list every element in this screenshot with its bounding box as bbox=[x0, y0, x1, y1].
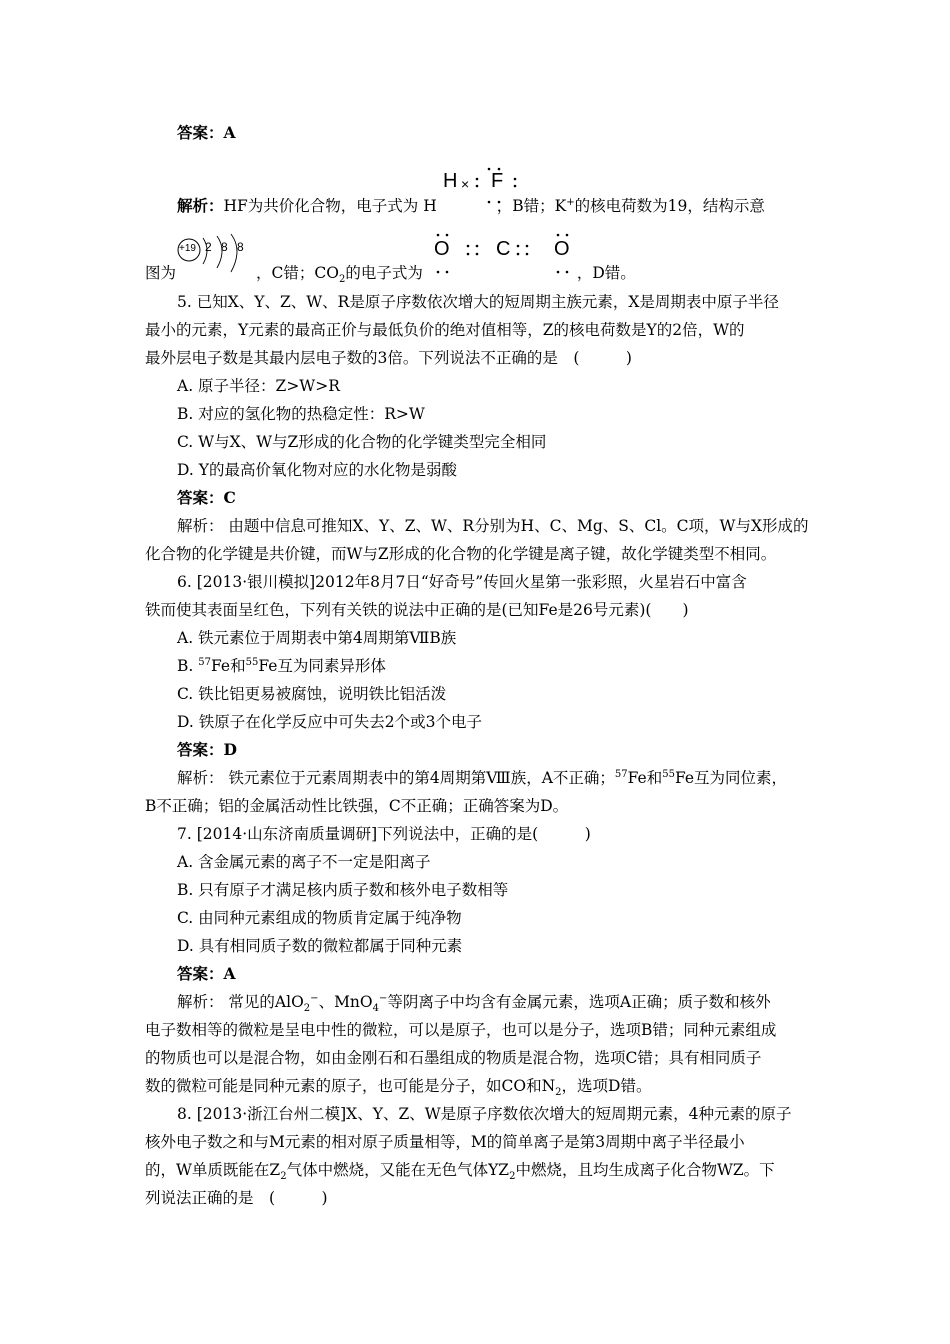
explanation-line bbox=[145, 1076, 805, 1099]
text: 等阴离子中均含有金属元素，选项A正确；质子数和核外 bbox=[387, 993, 771, 1011]
question-5-line: 最外层电子数是其最内层电子数的3倍。下列说法不正确的是 ( ) bbox=[145, 349, 632, 367]
superscript: + bbox=[566, 196, 575, 208]
superscript: − bbox=[379, 992, 388, 1004]
text: 气体中燃烧，又能在无色气体YZ bbox=[286, 1161, 510, 1179]
option-d: D. 具有相同质子数的微粒都属于同种元素 bbox=[177, 937, 463, 955]
explanation-line: 解析： 由题中信息可推知X、Y、Z、W、R分别为H、C、Mg、S、Cl。C项，W与X形成的 bbox=[177, 517, 809, 535]
co2-o-left: O bbox=[434, 238, 450, 260]
question-6-line: 6. [2013·银川模拟]2012年8月7日“好奇号”传回火星第一张彩照，火星岩石中富含 bbox=[177, 573, 747, 591]
question-5-line: 5. 已知X、Y、Z、W、R是原子序数依次增大的短周期主族元素，X是周期表中原子半径 bbox=[177, 293, 779, 311]
question-8-line: 核外电子数之和与M元素的相对原子质量相等，M的简单离子是第3周期中离子半径最小 bbox=[145, 1133, 745, 1151]
text: 解析： 铁元素位于元素周期表中的第4周期第Ⅷ族，A不正确； bbox=[177, 769, 615, 787]
text: Fe和 bbox=[210, 657, 246, 675]
co2-c: C bbox=[496, 238, 511, 260]
text: Fe互为同素异形体 bbox=[258, 657, 386, 675]
superscript: 57 bbox=[198, 656, 211, 668]
superscript: 57 bbox=[614, 768, 628, 780]
question-5-line: 最小的元素，Y元素的最高正价与最低负价的绝对值相等，Z的核电荷数是Y的2倍，W的 bbox=[145, 321, 745, 339]
answer-prev: 答案：A bbox=[177, 123, 236, 142]
label: 解析： bbox=[177, 196, 224, 215]
question-8-line bbox=[145, 1160, 805, 1183]
text: ，B错；K bbox=[496, 197, 567, 215]
subscript: 2 bbox=[280, 1171, 287, 1183]
option-b: B. 只有原子才满足核内质子数和核外电子数相等 bbox=[177, 881, 509, 899]
superscript: 55 bbox=[662, 768, 675, 780]
text: 的电子式为 bbox=[345, 264, 423, 282]
question-8-line: 列说法正确的是 ( ) bbox=[145, 1189, 328, 1207]
text: 数的微粒可能是同种元素的原子，也可能是分子，如CO和N bbox=[145, 1077, 556, 1095]
text: ，选项D错。 bbox=[561, 1077, 652, 1095]
question-6-line: 铁而使其表面呈红色，下列有关铁的说法中正确的是(已知Fe是26号元素)( ) bbox=[145, 601, 689, 619]
hf-h-symbol: H bbox=[443, 170, 458, 192]
option-b: B. 对应的氢化物的热稳定性：R>W bbox=[177, 405, 425, 423]
k-nucleus-label: +19 bbox=[179, 243, 196, 254]
text: 图为 bbox=[145, 264, 177, 282]
text: 中燃烧，且均生成离子化合物WZ。下 bbox=[515, 1161, 775, 1179]
text: ，D错。 bbox=[576, 264, 636, 282]
option-c: C. 铁比铝更易被腐蚀，说明铁比铝活泼 bbox=[177, 685, 447, 703]
option-a: A. 原子半径：Z>W>R bbox=[177, 377, 340, 395]
option-b bbox=[177, 656, 837, 676]
question-8-line: 8. [2013·浙江台州二模]X、Y、Z、W是原子序数依次增大的短周期元素，4种元素的原子 bbox=[177, 1105, 792, 1123]
explanation-line bbox=[177, 768, 837, 788]
option-d: D. Y的最高价氧化物对应的水化物是弱酸 bbox=[177, 461, 457, 479]
text: Fe互为同位素， bbox=[674, 769, 788, 787]
explanation-line bbox=[177, 992, 837, 1015]
text: 的核电荷数为19，结构示意 bbox=[574, 197, 765, 215]
hf-cross-electron: × bbox=[461, 176, 470, 192]
answer: 答案：A bbox=[177, 964, 236, 983]
option-c: C. 由同种元素组成的物质肯定属于纯净物 bbox=[177, 909, 462, 927]
text: B. bbox=[177, 657, 199, 675]
subscript: 2 bbox=[303, 1003, 311, 1015]
text: 、MnO bbox=[318, 993, 373, 1011]
option-d: D. 铁原子在化学反应中可失去2个或3个电子 bbox=[177, 713, 482, 731]
superscript: 55 bbox=[245, 656, 259, 668]
subscript: 4 bbox=[372, 1003, 379, 1015]
explanation-line bbox=[177, 196, 837, 216]
text: Fe和 bbox=[627, 769, 663, 787]
k-shell-numbers: 2 8 8 bbox=[205, 240, 247, 254]
text: ，C错；CO bbox=[256, 264, 339, 282]
co2-o-right: O bbox=[554, 238, 570, 260]
text: HF为共价化合物，电子式为 H bbox=[223, 197, 437, 215]
answer: 答案：C bbox=[177, 488, 236, 507]
option-a: A. 铁元素位于周期表中第4周期第ⅦB族 bbox=[177, 629, 457, 647]
explanation-line: B不正确；铝的金属活动性比铁强，C不正确；正确答案为D。 bbox=[145, 797, 569, 815]
explanation-line: 电子数相等的微粒是呈电中性的微粒，可以是原子，也可以是分子，选项B错；同种元素组成 bbox=[145, 1021, 777, 1039]
subscript: 2 bbox=[555, 1087, 562, 1099]
option-a: A. 含金属元素的离子不一定是阳离子 bbox=[177, 853, 431, 871]
explanation-line: 化合物的化学键是共价键，而W与Z形成的化合物的化学键是离子键，故化学键类型不相同。 bbox=[145, 545, 777, 563]
answer: 答案：D bbox=[177, 740, 237, 759]
text: 解析： 常见的AlO bbox=[177, 993, 304, 1011]
subscript: 2 bbox=[338, 274, 346, 286]
superscript: − bbox=[310, 992, 319, 1004]
explanation-line: 的物质也可以是混合物，如由金刚石和石墨组成的物质是混合物，选项C错；具有相同质子 bbox=[145, 1049, 762, 1067]
subscript: 2 bbox=[509, 1171, 516, 1183]
text: 的，W单质既能在Z bbox=[145, 1161, 281, 1179]
option-c: C. W与X、W与Z形成的化合物的化学键类型完全相同 bbox=[177, 433, 547, 451]
question-7-line: 7. [2014·山东济南质量调研]下列说法中，正确的是( ) bbox=[177, 825, 591, 843]
hf-f-symbol: F bbox=[491, 170, 504, 192]
explanation-line bbox=[145, 263, 805, 286]
